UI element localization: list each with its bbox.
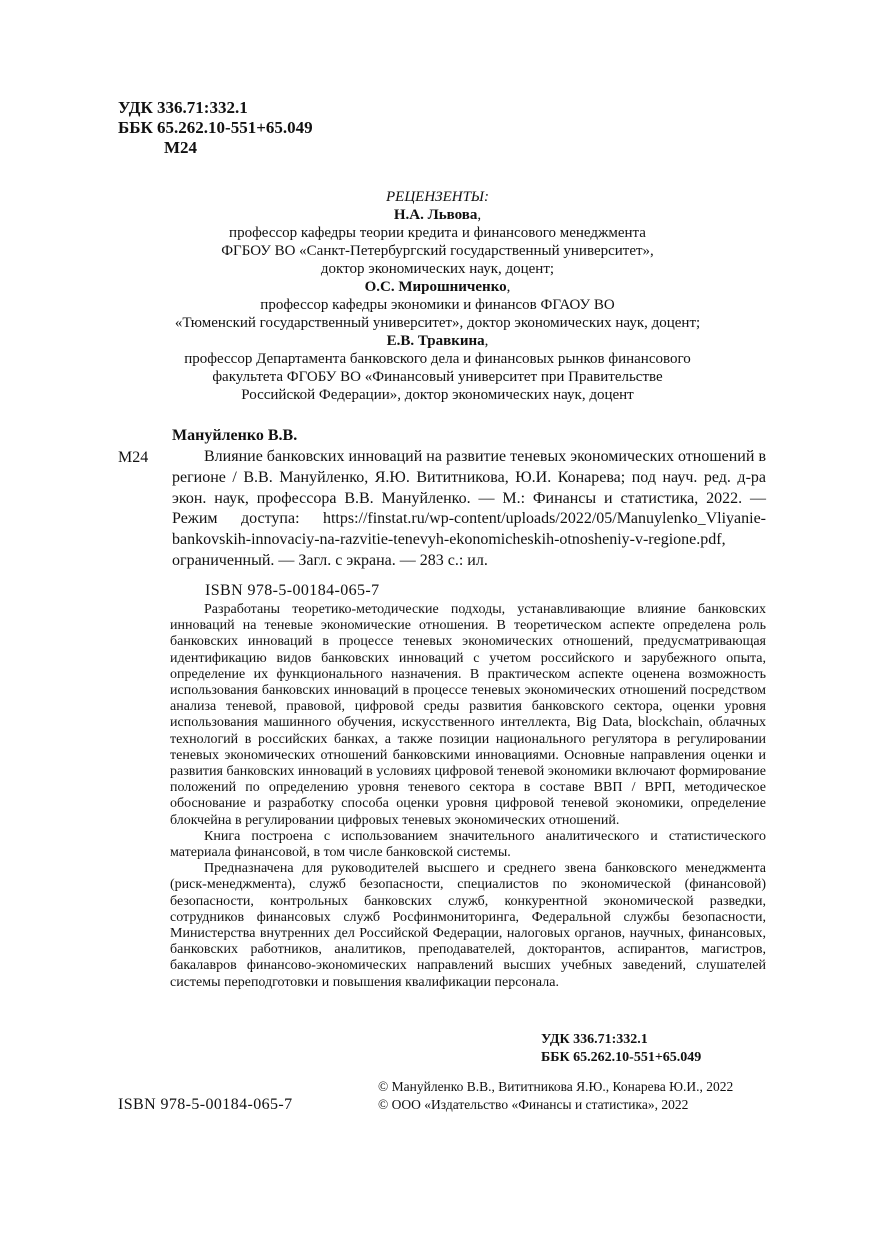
bbk-code: ББК 65.262.10-551+65.049 [118, 118, 313, 137]
annotation-paragraph: Разработаны теоретико-методические подходы, устанавливающие влияние банковских инноваций на теневые экономические отношения. В теоретическом аспекте определена роль банковских инноваций в процессе теневых экономических отношений, предусматривающая идентификацию видов банковских инноваций с учетом российского и зарубежного опыта, определение их функционального назначения. В практическом аспекте оценена возможность использования банковских инноваций в процессе теневых экономических отношений посредством анализа теневой, правовой, цифровой среды развития банковского сектора, оценки уровня использования машинного обучения, искусственного интеллекта, Big Data, blockchain, облачных технологий в российских банках, а также позиции национального регулятора в регулировании теневых экономических отношений банковскими инновациями. Основные направления оценки и развития банковских инноваций в условиях цифровой теневой экономики включают формирование положений по определению уровня теневого сектора в составе ВВП / ВРП, методическое обоснование и разработку способа оценки уровня цифровой теневой экономики, определение блокчейна в регулировании цифровых теневых экономических отношений. [170, 602, 766, 828]
reviewer-line: профессор кафедры теории кредита и финансового менеджмента [229, 225, 646, 241]
reviewers-title: РЕЦЕНЗЕНТЫ: [386, 189, 489, 205]
udk-code: УДК 336.71:332.1 [118, 98, 248, 117]
copyright-publisher: © ООО «Издательство «Финансы и статистика», 2022 [378, 1097, 689, 1112]
footer-isbn: ISBN 978-5-00184-065-7 [118, 1096, 293, 1113]
reviewer-name: Е.В. Травкина, [386, 333, 489, 349]
reviewer-name: Н.А. Львова, [393, 207, 482, 223]
reviewer-line: ФГБОУ ВО «Санкт-Петербургский государственный университет», [221, 243, 654, 259]
author-mark: М24 [164, 138, 198, 157]
bibliographic-mark: М24 [118, 449, 149, 466]
reviewer-line: профессор Департамента банковского дела и финансовых рынков финансового [184, 351, 691, 367]
reviewers-section [0, 188, 875, 404]
annotation-paragraph: Предназначена для руководителей высшего и среднего звена банковского менеджмента (риск-менеджмента), служб безопасности, специалистов по экономической (финансовой) безопасности, контрольных банковских служб, конкурентной экономической разведки, сотрудников финансовых служб Росфинмониторинга, Федеральной службы безопасности, Министерства внутренних дел Российской Федерации, налоговых органов, научных, финансовых, банковских работников, аналитиков, преподавателей, докторантов, аспирантов, магистров, бакалавров финансово-экономических направлений высших учебных заведений, слушателей системы переподготовки и повышения квалификации персонала. [170, 861, 766, 990]
footer-udk: УДК 336.71:332.1 [541, 1032, 648, 1047]
annotation [170, 602, 766, 991]
classification-block [118, 98, 313, 158]
isbn: ISBN 978-5-00184-065-7 [205, 582, 380, 599]
reviewer-line: «Тюменский государственный университет», доктор экономических наук, доцент; [174, 315, 701, 331]
footer-classification [541, 1031, 701, 1067]
reviewer-line: Российской Федерации», доктор экономических наук, доцент [241, 387, 634, 403]
book-author: Мануйленко В.В. [172, 427, 298, 444]
reviewer-name: О.С. Мирошниченко, [364, 279, 511, 295]
footer-bbk: ББК 65.262.10-551+65.049 [541, 1050, 702, 1065]
bibliographic-description: Влияние банковских инноваций на развитие теневых экономических отношений в регионе / В.В. Мануйленко, Я.Ю. Вититникова, Ю.И. Конарева; под науч. ред. д-ра экон. наук, профессора В.В. Мануйленко. — М.: Финансы и статистика, 2022. — Режим доступа: https://finstat.ru/wp-content/uploads/2022/05/Manuylenko_Vliyanie-bankovskih-innovaciy-na-razvitie-tenevyh-ekonomicheskih-otnosheniy-v-regione.pdf, ограниченный. — Загл. с экрана. — 283 с.: ил. [172, 448, 766, 569]
copyright-authors: © Мануйленко В.В., Вититникова Я.Ю., Конарева Ю.И., 2022 [378, 1079, 734, 1094]
reviewer-line: факультета ФГОБУ ВО «Финансовый университет при Правительстве [212, 369, 663, 385]
annotation-paragraph: Книга построена с использованием значительного аналитического и статистического материала финансовой, в том числе банковской системы. [170, 828, 766, 861]
copyright-block [378, 1078, 733, 1114]
reviewer-line: доктор экономических наук, доцент; [320, 261, 555, 277]
reviewer-line: профессор кафедры экономики и финансов ФГАОУ ВО [260, 297, 615, 313]
